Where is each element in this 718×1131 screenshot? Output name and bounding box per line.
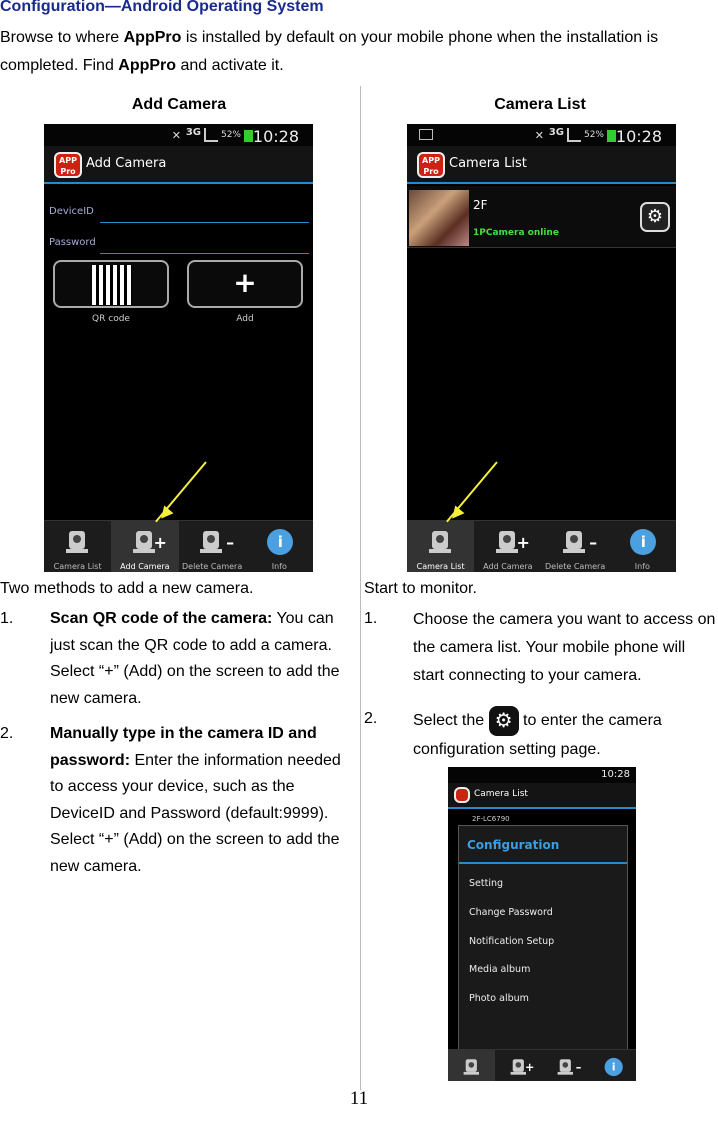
- app-header: [44, 146, 313, 184]
- tab-info[interactable]: [246, 521, 313, 572]
- gear-icon[interactable]: ⚙: [640, 202, 670, 232]
- add-label: Add: [236, 314, 254, 324]
- status-bar: [448, 767, 636, 783]
- tab-info[interactable]: [609, 521, 676, 572]
- dialog-divider: [459, 862, 627, 864]
- page-number: 11: [349, 1088, 369, 1109]
- mute-icon: ✕: [171, 129, 181, 142]
- tab-delete-camera[interactable]: [179, 521, 246, 572]
- battery-icon: [607, 130, 616, 142]
- left-item-2: [50, 721, 352, 880]
- plus-icon: +: [233, 266, 257, 299]
- option-notification-setup[interactable]: Notification Setup: [469, 936, 555, 947]
- tab-add-camera[interactable]: [111, 521, 178, 572]
- tab-camera-list[interactable]: [448, 1050, 495, 1081]
- camera-icon: [66, 529, 90, 555]
- intro-paragraph: [0, 24, 718, 80]
- app-logo: [454, 787, 470, 803]
- clock: 10:28: [252, 127, 299, 146]
- left-item-2-text: Enter the information needed to access your device, such as the DeviceID and Password (default:9999). Select “+” (Add) on the screen to add the new camera.: [50, 751, 341, 875]
- left-item-1: [50, 606, 352, 712]
- app-header: [407, 146, 676, 184]
- bottom-tab-bar: [448, 1049, 636, 1081]
- app-title: Camera List: [474, 789, 528, 799]
- option-setting[interactable]: Setting: [469, 878, 504, 889]
- camera-list-screenshot: [407, 124, 676, 572]
- tab-label: Camera List: [53, 562, 102, 571]
- info-icon: i: [604, 1058, 621, 1076]
- password-label: Password: [49, 237, 96, 248]
- qr-code-label: QR code: [92, 314, 130, 324]
- battery-icon: [244, 130, 253, 142]
- camera-icon: [429, 529, 453, 555]
- app-logo: APP Pro: [417, 152, 445, 178]
- right-item-1: Choose the camera you want to access on the camera list. Your mobile phone will start connecting to your camera.: [413, 611, 716, 684]
- right-item-1-num: 1.: [364, 610, 378, 627]
- option-media-album[interactable]: Media album: [469, 964, 531, 975]
- left-item-2-bold: Manually type in the camera ID and password:: [50, 725, 317, 769]
- qr-code-button[interactable]: [53, 260, 169, 308]
- network-label: 3G: [185, 127, 201, 138]
- add-camera-screenshot: [44, 124, 313, 572]
- right-item-2-pre: Select the: [413, 712, 489, 730]
- status-bar: [44, 124, 313, 146]
- left-lead: Two methods to add a new camera.: [0, 580, 254, 597]
- add-camera-icon: +: [496, 529, 520, 555]
- clock: 10:28: [615, 127, 662, 146]
- battery-percent: 52%: [583, 130, 604, 140]
- camera-name: 2F-LC6790: [472, 815, 510, 823]
- password-input[interactable]: [100, 253, 309, 254]
- camera-thumbnail: [409, 190, 469, 246]
- intro-text-2: is installed by default on your mobile phone when the installation is completed. Find: [0, 29, 659, 74]
- app-title: Camera List: [449, 156, 527, 171]
- delete-camera-icon: –: [557, 1058, 574, 1076]
- battery-percent: 52%: [220, 130, 241, 140]
- deviceid-label: DeviceID: [49, 206, 94, 217]
- tab-delete-camera[interactable]: [542, 521, 609, 572]
- intro-app-name-2: AppPro: [118, 57, 177, 74]
- intro-app-name-1: AppPro: [123, 29, 182, 46]
- tab-label: Add Camera: [120, 562, 170, 571]
- app-logo: APP Pro: [54, 152, 82, 178]
- signal-icon: [204, 128, 218, 142]
- right-item-2-num: 2.: [364, 710, 378, 727]
- tab-label: Camera List: [416, 562, 465, 571]
- tab-label: Delete Camera: [182, 562, 243, 571]
- delete-camera-icon: –: [200, 529, 224, 555]
- app-title: Add Camera: [86, 156, 167, 171]
- option-change-password[interactable]: Change Password: [469, 907, 553, 918]
- info-icon: i: [267, 529, 291, 555]
- option-photo-album[interactable]: Photo album: [469, 993, 529, 1004]
- info-icon: i: [630, 529, 654, 555]
- tab-label: Delete Camera: [545, 562, 606, 571]
- signal-icon: [567, 128, 581, 142]
- intro-text-1: Browse to where: [0, 29, 124, 46]
- tab-label: Add Camera: [483, 562, 533, 571]
- qr-code-icon: [92, 265, 132, 305]
- add-camera-title: Add Camera: [131, 96, 227, 113]
- add-camera-icon: +: [133, 529, 157, 555]
- status-bar: [407, 124, 676, 146]
- configuration-dialog: [458, 825, 628, 1081]
- camera-list-row[interactable]: [407, 186, 676, 248]
- dialog-title: Configuration: [467, 838, 560, 852]
- tab-label: Info: [634, 562, 650, 571]
- add-button[interactable]: [187, 260, 303, 308]
- left-item-2-num: 2.: [0, 725, 14, 742]
- app-header: [448, 783, 636, 809]
- right-item-2-post: to enter the camera configuration setting page.: [413, 712, 662, 758]
- camera-icon: [463, 1058, 480, 1076]
- camera-list-title: Camera List: [494, 96, 586, 113]
- deviceid-input[interactable]: [100, 222, 309, 223]
- tab-add-camera[interactable]: [495, 1050, 542, 1081]
- configuration-screenshot: [448, 767, 636, 1081]
- camera-status: 1PCamera online: [473, 228, 559, 238]
- left-item-1-text: You can just scan the QR code to add a camera. Select “+” (Add) on the screen to add the new camera.: [50, 610, 340, 707]
- tab-label: Info: [271, 562, 287, 571]
- tab-info[interactable]: [589, 1050, 636, 1081]
- bottom-tab-bar: [407, 520, 676, 572]
- clock: 10:28: [601, 769, 630, 780]
- image-notification-icon: [419, 129, 433, 140]
- left-item-1-bold: Scan QR code of the camera:: [50, 610, 273, 627]
- delete-camera-icon: –: [563, 529, 587, 555]
- right-item-2: [413, 706, 713, 764]
- intro-text-3: and activate it.: [176, 57, 284, 74]
- right-lead: Start to monitor.: [364, 580, 477, 597]
- network-label: 3G: [548, 127, 564, 138]
- add-camera-icon: +: [510, 1058, 527, 1076]
- page-heading: Configuration—Android Operating System: [0, 0, 324, 15]
- bottom-tab-bar: [44, 520, 313, 572]
- gear-icon: ⚙: [489, 706, 519, 736]
- tab-add-camera[interactable]: [474, 521, 541, 572]
- mute-icon: ✕: [534, 129, 544, 142]
- left-item-1-num: 1.: [0, 610, 14, 627]
- camera-name: 2F: [473, 198, 488, 212]
- tab-delete-camera[interactable]: [542, 1050, 589, 1081]
- tab-camera-list[interactable]: [407, 521, 474, 572]
- tab-camera-list[interactable]: [44, 521, 111, 572]
- column-divider: [360, 86, 361, 1090]
